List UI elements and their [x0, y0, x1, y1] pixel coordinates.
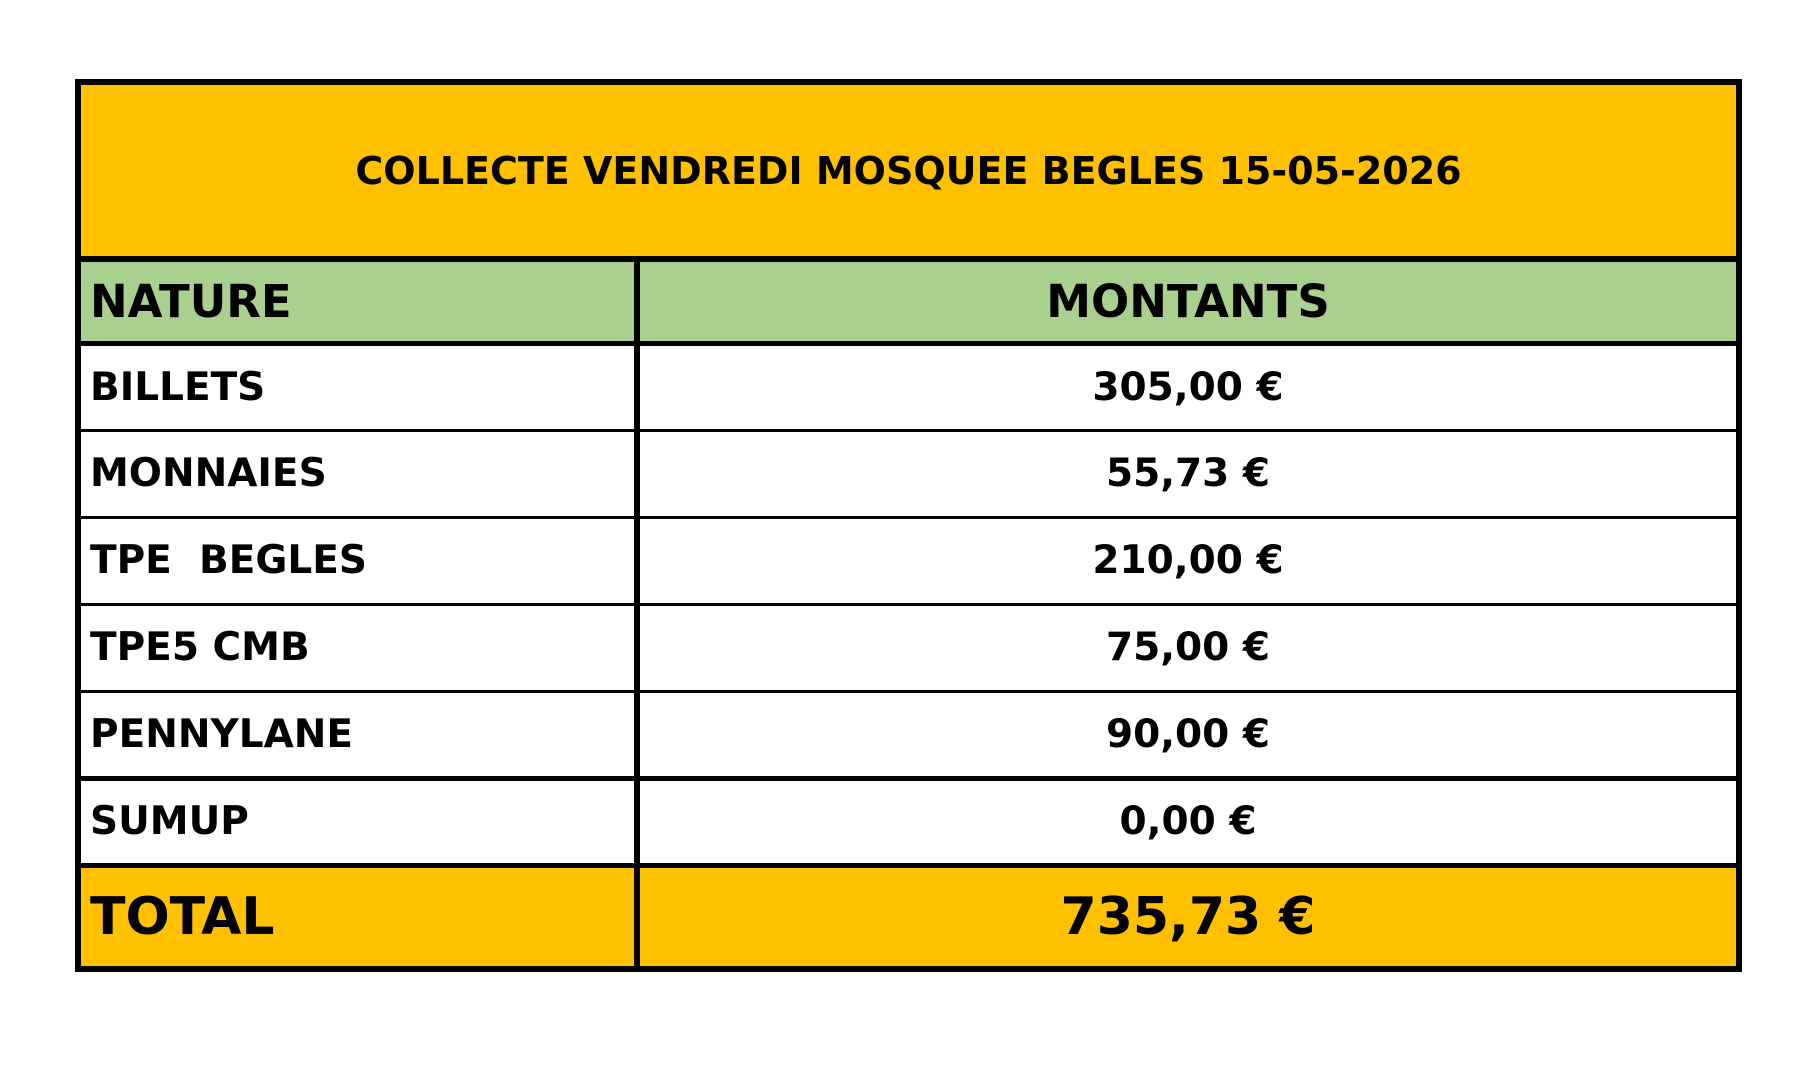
table-row: [78, 604, 1739, 691]
table-row: [78, 517, 1739, 604]
title-row: [78, 82, 1739, 259]
header-row: [78, 259, 1739, 343]
row-montant: 305,00 €: [637, 343, 1739, 430]
table-row: [78, 343, 1739, 430]
row-nature: TPE BEGLES: [78, 517, 637, 604]
header-montants: MONTANTS: [637, 259, 1739, 343]
collection-table: [75, 79, 1742, 972]
row-nature: MONNAIES: [78, 430, 637, 517]
row-montant: 55,73 €: [637, 430, 1739, 517]
table-row: [78, 430, 1739, 517]
row-nature: TPE5 CMB: [78, 604, 637, 691]
header-nature: NATURE: [78, 259, 637, 343]
row-montant: 90,00 €: [637, 691, 1739, 778]
total-montant: 735,73 €: [637, 865, 1739, 969]
row-montant: 75,00 €: [637, 604, 1739, 691]
table-row: [78, 778, 1739, 865]
row-nature: BILLETS: [78, 343, 637, 430]
table-row: [78, 691, 1739, 778]
total-label: TOTAL: [78, 865, 637, 969]
row-montant: 0,00 €: [637, 778, 1739, 865]
row-nature: PENNYLANE: [78, 691, 637, 778]
table-title: COLLECTE VENDREDI MOSQUEE BEGLES 15-05-2026: [78, 82, 1739, 259]
total-row: [78, 865, 1739, 969]
row-nature: SUMUP: [78, 778, 637, 865]
row-montant: 210,00 €: [637, 517, 1739, 604]
